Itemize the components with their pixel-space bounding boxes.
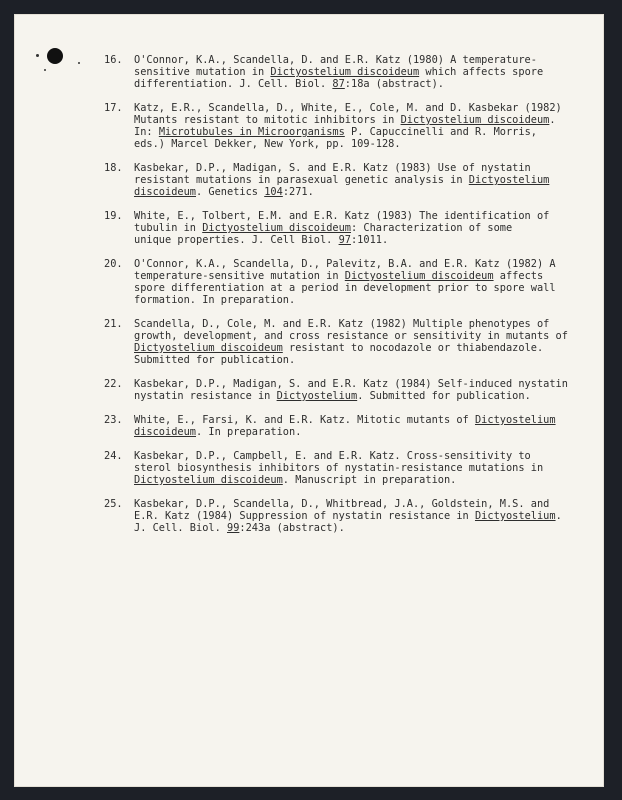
reference-item (104, 378, 574, 402)
text-segment: resistant mutations in parasexual genetic analysis in (134, 174, 469, 186)
reference-number: 21. (104, 318, 123, 330)
text-segment: O'Connor, K.A., Scandella, D. and E.R. Katz (1980) A temperature- (134, 54, 537, 66)
text-segment: tubulin in (134, 222, 203, 234)
text-segment: temperature-sensitive mutation in (134, 270, 345, 282)
text-segment: Kasbekar, D.P., Scandella, D., Whitbread, J.A., Goldstein, M.S. and (134, 498, 550, 510)
text-segment: . Submitted for publication. (357, 390, 531, 402)
reference-line (134, 138, 574, 150)
reference-line (134, 210, 574, 222)
reference-line (134, 414, 574, 426)
punch-hole (47, 48, 63, 64)
text-segment: :271. (282, 186, 314, 198)
text-segment: Scandella, D., Cole, M. and E.R. Katz (1982) Multiple phenotypes of (134, 318, 550, 330)
reference-text (134, 162, 574, 198)
reference-line (134, 174, 574, 186)
text-segment: eds.) Marcel Dekker, New York, pp. 109-128. (134, 138, 401, 150)
reference-number: 25. (104, 498, 123, 510)
underlined-term: Dictyostelium (468, 174, 550, 186)
reference-number: 24. (104, 450, 123, 462)
reference-number: 18. (104, 162, 123, 174)
reference-item (104, 162, 574, 198)
reference-line (134, 114, 574, 126)
reference-number: 23. (104, 414, 123, 426)
text-segment: nystatin resistance in (134, 390, 277, 402)
reference-number: 22. (104, 378, 123, 390)
reference-number: 17. (104, 102, 123, 114)
reference-line (134, 282, 574, 294)
reference-number: 19. (104, 210, 123, 222)
reference-text (134, 378, 574, 402)
reference-item (104, 102, 574, 150)
underlined-term: discoideum (134, 426, 196, 438)
text-segment: J. Cell. Biol. (134, 522, 227, 534)
reference-line (134, 390, 574, 402)
text-segment: spore differentiation at a period in development prior to spore wall (134, 282, 556, 294)
reference-text (134, 450, 574, 486)
reference-line (134, 462, 574, 474)
reference-line (134, 126, 574, 138)
text-segment: :18a (abstract). (344, 78, 444, 90)
reference-line (134, 318, 574, 330)
text-segment: . (549, 114, 556, 126)
text-segment: formation. In preparation. (134, 294, 296, 306)
text-segment: Submitted for publication. (134, 354, 296, 366)
underlined-term: Dictyostelium discoideum (400, 114, 550, 126)
underlined-term: Dictyostelium discoideum (270, 66, 420, 78)
underlined-term: 97 (338, 234, 351, 246)
paper-speck (36, 54, 39, 57)
text-segment: In: (134, 126, 159, 138)
text-segment: which affects spore (419, 66, 544, 78)
reference-line (134, 186, 574, 198)
text-segment: :1011. (350, 234, 389, 246)
reference-line (134, 294, 574, 306)
reference-line (134, 258, 574, 270)
text-segment: P. Capuccinelli and R. Morris, (344, 126, 537, 138)
reference-line (134, 510, 574, 522)
underlined-term: Dictyostelium (276, 390, 358, 402)
text-segment: unique properties. J. Cell Biol. (134, 234, 339, 246)
reference-line (134, 354, 574, 366)
reference-line (134, 102, 574, 114)
reference-text (134, 102, 574, 150)
text-segment: differentiation. J. Cell. Biol. (134, 78, 333, 90)
reference-item (104, 318, 574, 366)
reference-line (134, 78, 574, 90)
underlined-term: Dictyostelium discoideum (134, 474, 283, 486)
text-segment: : Characterization of some (351, 222, 513, 234)
text-segment: O'Connor, K.A., Scandella, D., Palevitz, B.A. and E.R. Katz (1982) A (134, 258, 556, 270)
reference-line (134, 474, 574, 486)
text-segment: Kasbekar, D.P., Madigan, S. and E.R. Katz (1983) Use of nystatin (134, 162, 531, 174)
reference-number: 20. (104, 258, 123, 270)
underlined-term: 99 (227, 522, 240, 534)
underlined-term: Microtubules in Microorganisms (158, 126, 345, 138)
reference-item (104, 210, 574, 246)
text-segment: affects (493, 270, 544, 282)
underlined-term: Dictyostelium discoideum (134, 342, 283, 354)
text-segment: resistant to nocodazole or thiabendazole. (282, 342, 544, 354)
reference-line (134, 162, 574, 174)
reference-item (104, 498, 574, 534)
reference-line (134, 54, 574, 66)
text-segment: . (555, 510, 562, 522)
reference-item (104, 258, 574, 306)
reference-line (134, 330, 574, 342)
reference-text (134, 414, 574, 438)
reference-item (104, 414, 574, 438)
reference-text (134, 54, 574, 90)
reference-line (134, 498, 574, 510)
reference-line (134, 378, 574, 390)
text-segment: Kasbekar, D.P., Campbell, E. and E.R. Katz. Cross-sensitivity to (134, 450, 531, 462)
reference-line (134, 522, 574, 534)
text-segment: . Genetics (196, 186, 265, 198)
text-segment: sterol biosynthesis inhibitors of nystatin-resistance mutations in (134, 462, 544, 474)
reference-text (134, 210, 574, 246)
paper-speck (78, 62, 80, 64)
text-segment: Kasbekar, D.P., Madigan, S. and E.R. Katz (1984) Self-induced nystatin (134, 378, 568, 390)
paper-speck (44, 69, 46, 71)
reference-item (104, 54, 574, 90)
reference-item (104, 450, 574, 486)
text-segment: growth, development, and cross resistance or sensitivity in mutants of (134, 330, 568, 342)
reference-number: 16. (104, 54, 123, 66)
underlined-term: Dictyostelium (474, 414, 556, 426)
text-segment: sensitive mutation in (134, 66, 271, 78)
text-segment: Katz, E.R., Scandella, D., White, E., Cole, M. and D. Kasbekar (1982) (134, 102, 562, 114)
text-segment: . Manuscript in preparation. (282, 474, 457, 486)
reference-line (134, 426, 574, 438)
reference-line (134, 450, 574, 462)
underlined-term: 87 (332, 78, 345, 90)
underlined-term: discoideum (134, 186, 196, 198)
reference-line (134, 270, 574, 282)
underlined-term: Dictyostelium (474, 510, 556, 522)
text-segment: :243a (abstract). (239, 522, 345, 534)
reference-text (134, 258, 574, 306)
text-segment: White, E., Tolbert, E.M. and E.R. Katz (1983) The identification of (134, 210, 550, 222)
reference-text (134, 318, 574, 366)
text-segment: Mutants resistant to mitotic inhibitors in (134, 114, 401, 126)
text-segment: E.R. Katz (1984) Suppression of nystatin resistance in (134, 510, 475, 522)
text-segment: . In preparation. (196, 426, 302, 438)
reference-text (134, 498, 574, 534)
underlined-term: Dictyostelium discoideum (202, 222, 351, 234)
reference-line (134, 234, 574, 246)
underlined-term: Dictyostelium discoideum (344, 270, 494, 282)
text-segment: White, E., Farsi, K. and E.R. Katz. Mitotic mutants of (134, 414, 475, 426)
reference-line (134, 66, 574, 78)
underlined-term: 104 (264, 186, 283, 198)
reference-line (134, 342, 574, 354)
reference-line (134, 222, 574, 234)
reference-list (104, 54, 574, 546)
document-page (14, 14, 604, 787)
